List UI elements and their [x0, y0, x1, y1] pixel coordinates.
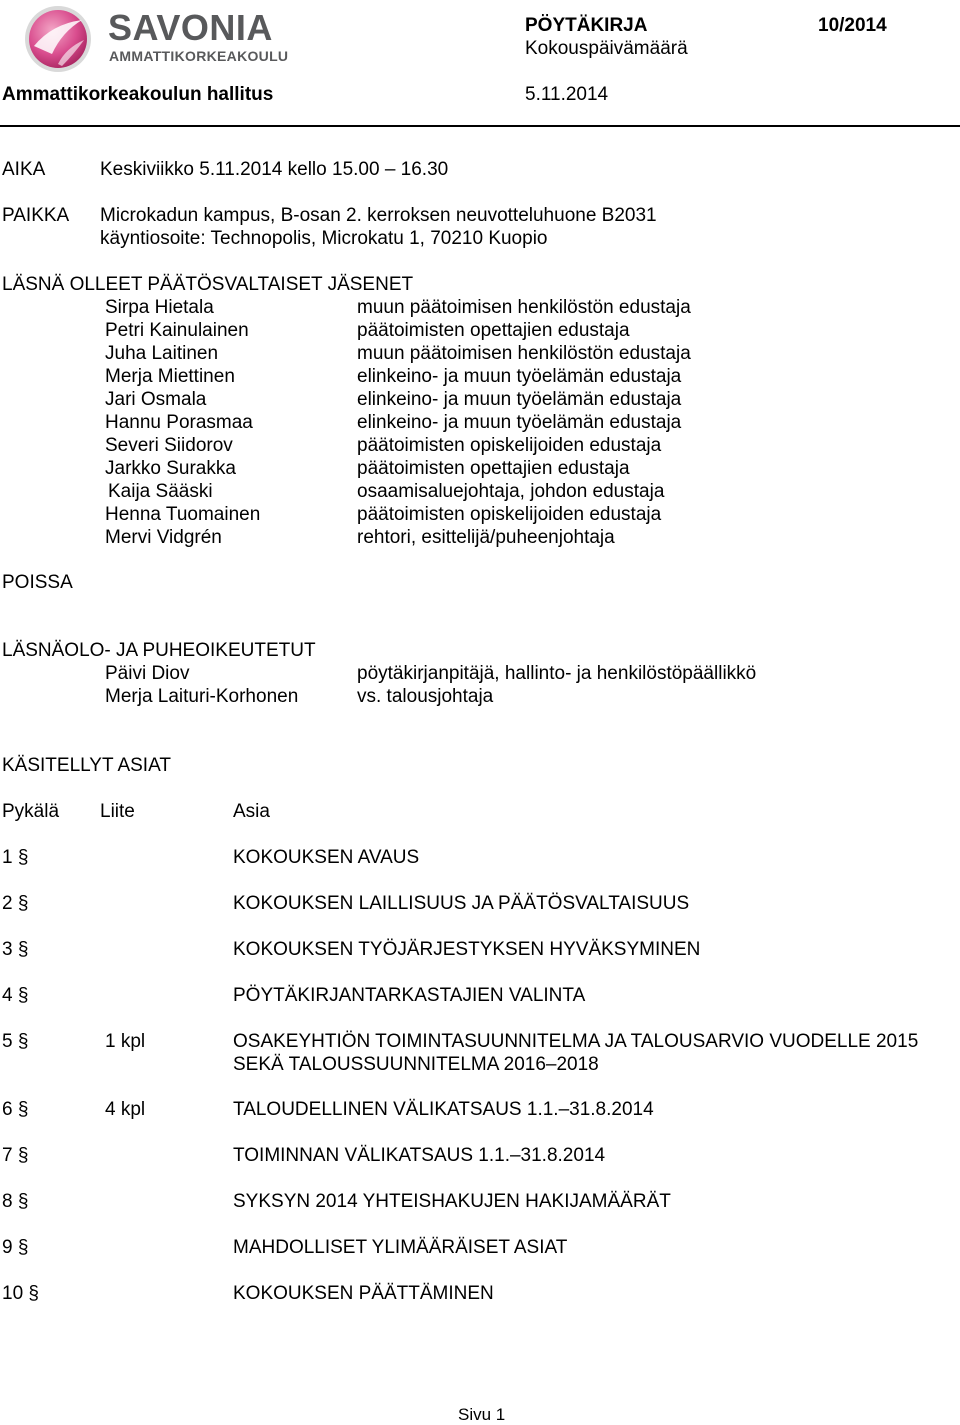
member-name: Hannu Porasmaa — [105, 412, 253, 433]
agenda-attachment: 1 kpl — [105, 1031, 146, 1052]
member-row — [0, 296, 960, 319]
logo-subtitle: AMMATTIKORKEAKOULU — [109, 48, 289, 64]
header-divider — [0, 125, 960, 127]
organ-title: Ammattikorkeakoulun hallitus — [2, 84, 274, 105]
member-name: Mervi Vidgrén — [105, 527, 222, 548]
speaker-role: pöytäkirjanpitäjä, hallinto- ja henkilöstöpäällikkö — [357, 663, 757, 684]
agenda-attachment: 4 kpl — [105, 1099, 146, 1120]
logo-wordmark: SAVONIA — [108, 7, 273, 48]
speaking-heading: LÄSNÄOLO- JA PUHEOIKEUTETUT — [2, 640, 316, 661]
agenda-subject: OSAKEYHTIÖN TOIMINTASUUNNITELMA JA TALOUSARVIO VUODELLE 2015 — [233, 1031, 919, 1052]
place-line-1: Microkadun kampus, B-osan 2. kerroksen neuvotteluhuone B2031 — [100, 205, 657, 226]
agenda-subject: PÖYTÄKIRJANTARKASTAJIEN VALINTA — [233, 985, 586, 1006]
member-name: Merja Miettinen — [105, 366, 235, 387]
agenda-subject: KOKOUKSEN TYÖJÄRJESTYKSEN HYVÄKSYMINEN — [233, 939, 701, 960]
agenda-subject: MAHDOLLISET YLIMÄÄRÄISET ASIAT — [233, 1237, 568, 1258]
agenda-section-number: 10 § — [2, 1283, 39, 1304]
agenda-subject: SYKSYN 2014 YHTEISHAKUJEN HAKIJAMÄÄRÄT — [233, 1191, 671, 1212]
member-name: Jarkko Surakka — [105, 458, 236, 479]
speaker-name: Päivi Diov — [105, 663, 190, 684]
member-name: Henna Tuomainen — [105, 504, 261, 525]
col-subject-header: Asia — [233, 801, 270, 822]
agenda-subject-continued: SEKÄ TALOUSSUUNNITELMA 2016–2018 — [233, 1054, 599, 1075]
present-heading: LÄSNÄ OLLEET PÄÄTÖSVALTAISET JÄSENET — [2, 274, 414, 295]
agenda-subject: KOKOUKSEN PÄÄTTÄMINEN — [233, 1283, 494, 1304]
agenda-section-number: 5 § — [2, 1031, 29, 1052]
agenda-item — [0, 1236, 960, 1259]
member-name: Severi Siidorov — [105, 435, 233, 456]
agenda-section-number: 4 § — [2, 985, 29, 1006]
member-role: muun päätoimisen henkilöstön edustaja — [357, 297, 691, 318]
agenda-item — [0, 1144, 960, 1167]
member-role: päätoimisten opettajien edustaja — [357, 320, 630, 341]
agenda-section-number: 6 § — [2, 1099, 29, 1120]
member-name: Kaija Sääski — [108, 481, 213, 502]
place-line-2: käyntiosoite: Technopolis, Microkatu 1, 70210 Kuopio — [100, 228, 548, 249]
page-number: Sivu 1 — [458, 1405, 506, 1424]
document-number: 10/2014 — [818, 15, 887, 36]
member-role: päätoimisten opettajien edustaja — [357, 458, 630, 479]
agenda-section-number: 1 § — [2, 847, 29, 868]
agenda-section-number: 2 § — [2, 893, 29, 914]
speaker-row — [0, 685, 960, 708]
member-role: elinkeino- ja muun työelämän edustaja — [357, 412, 682, 433]
member-name: Petri Kainulainen — [105, 320, 249, 341]
member-role: elinkeino- ja muun työelämän edustaja — [357, 366, 682, 387]
member-role: osaamisaluejohtaja, johdon edustaja — [357, 481, 665, 502]
agenda-section-number: 8 § — [2, 1191, 29, 1212]
agenda-subject: TALOUDELLINEN VÄLIKATSAUS 1.1.–31.8.2014 — [233, 1099, 654, 1120]
member-row — [0, 411, 960, 434]
speaker-role: vs. talousjohtaja — [357, 686, 494, 707]
member-role: muun päätoimisen henkilöstön edustaja — [357, 343, 691, 364]
member-row — [0, 365, 960, 388]
speaker-name: Merja Laituri-Korhonen — [105, 686, 299, 707]
agenda-item — [0, 1190, 960, 1213]
member-row — [0, 434, 960, 457]
member-row — [0, 342, 960, 365]
member-row — [0, 319, 960, 342]
member-role: päätoimisten opiskelijoiden edustaja — [357, 435, 662, 456]
member-row — [0, 457, 960, 480]
place-label: PAIKKA — [2, 205, 70, 226]
member-name: Jari Osmala — [105, 389, 207, 410]
agenda-section-number: 7 § — [2, 1145, 29, 1166]
document-type: PÖYTÄKIRJA — [525, 15, 648, 36]
savonia-heart-icon — [22, 4, 94, 74]
member-role: elinkeino- ja muun työelämän edustaja — [357, 389, 682, 410]
member-row — [0, 503, 960, 526]
agenda-subject: KOKOUKSEN LAILLISUUS JA PÄÄTÖSVALTAISUUS — [233, 893, 690, 914]
agenda-heading: KÄSITELLYT ASIAT — [2, 755, 171, 776]
member-role: päätoimisten opiskelijoiden edustaja — [357, 504, 662, 525]
agenda-section-number: 9 § — [2, 1237, 29, 1258]
agenda-item — [0, 892, 960, 915]
member-row — [0, 388, 960, 411]
agenda-item — [0, 1030, 960, 1076]
savonia-logo — [22, 4, 302, 74]
member-name: Sirpa Hietala — [105, 297, 214, 318]
agenda-item — [0, 1098, 960, 1121]
absent-heading: POISSA — [2, 572, 73, 593]
date-label: Kokouspäivämäärä — [525, 38, 688, 59]
member-role: rehtori, esittelijä/puheenjohtaja — [357, 527, 615, 548]
agenda-section-number: 3 § — [2, 939, 29, 960]
agenda-subject: KOKOUKSEN AVAUS — [233, 847, 420, 868]
member-name: Juha Laitinen — [105, 343, 219, 364]
col-section-header: Pykälä — [2, 801, 60, 822]
col-attachment-header: Liite — [100, 801, 135, 822]
member-row — [0, 480, 960, 503]
agenda-item — [0, 984, 960, 1007]
speaker-row — [0, 662, 960, 685]
time-value: Keskiviikko 5.11.2014 kello 15.00 – 16.30 — [100, 159, 449, 180]
member-row — [0, 526, 960, 549]
agenda-subject: TOIMINNAN VÄLIKATSAUS 1.1.–31.8.2014 — [233, 1145, 606, 1166]
agenda-item — [0, 938, 960, 961]
meeting-date: 5.11.2014 — [525, 84, 609, 105]
time-label: AIKA — [2, 159, 46, 180]
agenda-item — [0, 1282, 960, 1305]
agenda-item — [0, 846, 960, 869]
